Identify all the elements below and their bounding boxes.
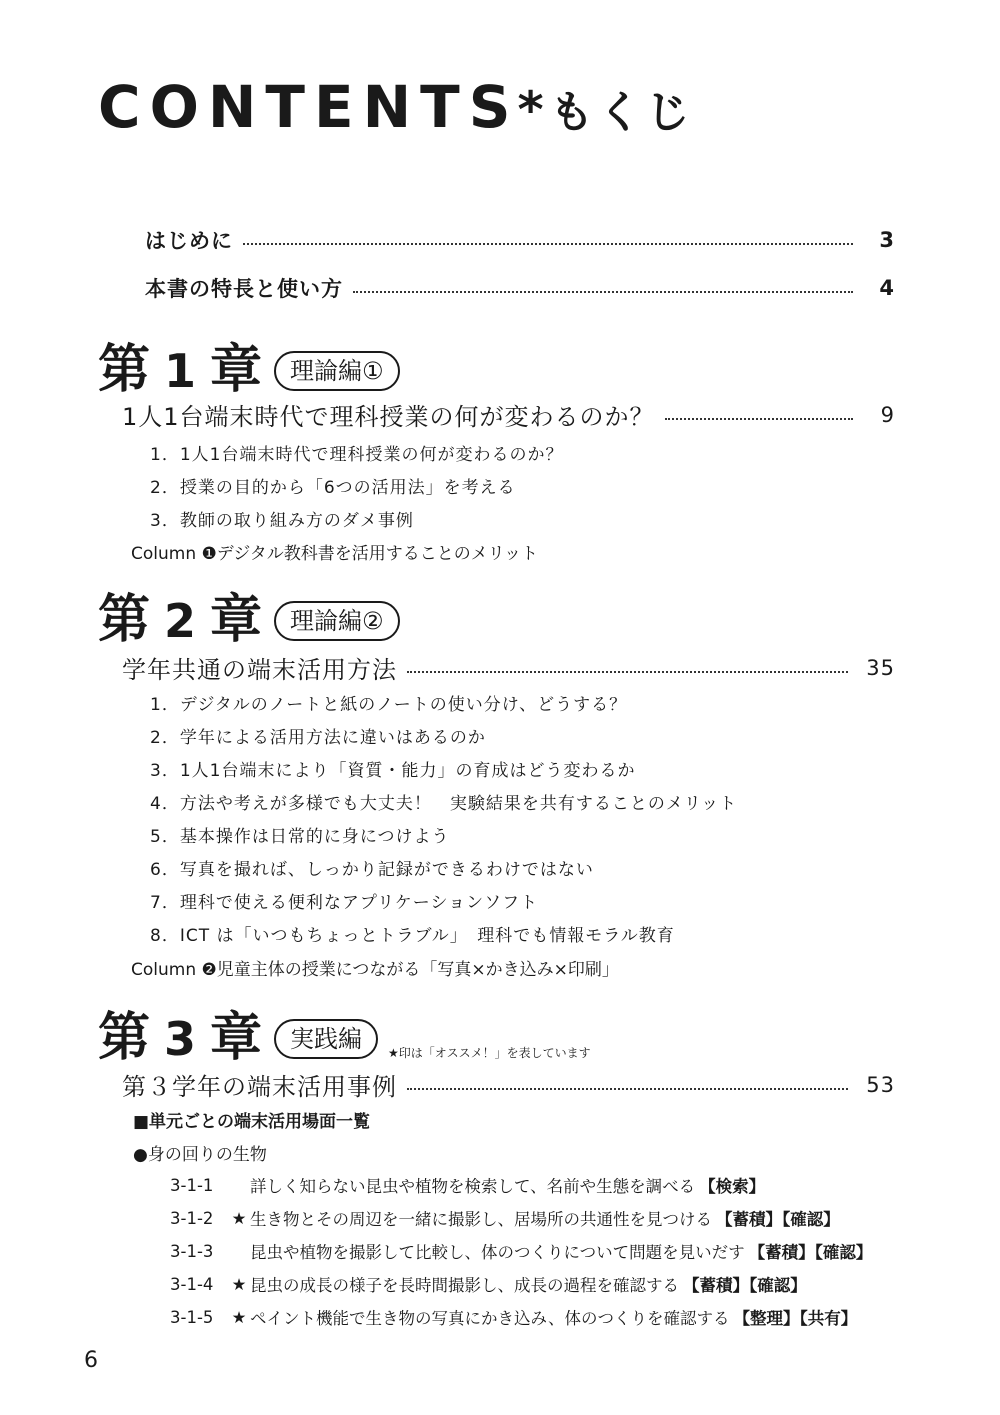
star-icon: ★ [231, 1274, 247, 1294]
chapter-2-heading [98, 590, 400, 651]
page-title [98, 72, 694, 148]
toc-subitem[interactable]: 3．1人1台端末により「資質・能力」の育成はどう変わるか [150, 761, 636, 781]
case-entry[interactable] [170, 1305, 857, 1329]
star-icon: ★ [231, 1307, 247, 1327]
unit-heading: ●身の回りの生物 [133, 1145, 267, 1165]
case-code: 3-1-2 [170, 1208, 214, 1228]
case-entry[interactable] [170, 1173, 765, 1197]
toc-subitem[interactable]: 2．学年による活用方法に違いはあるのか [150, 728, 486, 748]
toc-entry-features[interactable] [145, 273, 895, 303]
chapter-1-heading [98, 340, 400, 401]
case-entry[interactable] [170, 1206, 840, 1230]
chapter-badge: 実践編 [274, 1019, 378, 1059]
toc-subitem[interactable]: 1．1人1台端末時代で理科授業の何が変わるのか？ [150, 445, 564, 465]
case-code: 3-1-3 [170, 1241, 214, 1261]
toc-entry-intro[interactable] [145, 225, 895, 255]
toc-subitem[interactable]: 7．理科で使える便利なアプリケーションソフト [150, 893, 539, 913]
toc-subitem[interactable]: 3．教師の取り組み方のダメ事例 [150, 511, 414, 531]
toc-page-number: 9 [880, 402, 895, 427]
toc-entry-chapter-2[interactable] [122, 650, 895, 685]
chapter-label: 第 2 章 [98, 589, 265, 650]
case-text: 生き物とその周辺を一緒に撮影し、居場所の共通性を見つける [250, 1210, 712, 1229]
case-entry[interactable] [170, 1272, 807, 1296]
toc-entry-chapter-1[interactable] [122, 397, 895, 432]
case-entry[interactable] [170, 1239, 872, 1263]
chapter-3-heading [98, 1008, 591, 1069]
case-code: 3-1-4 [170, 1274, 214, 1294]
leader-dots [407, 1088, 848, 1090]
leader-dots [665, 418, 853, 420]
toc-subitem[interactable]: 8．ICT は「いつもちょっとトラブル」 理科でも情報モラル教育 [150, 926, 675, 946]
toc-subitem[interactable]: 6．写真を撮れば、しっかり記録ができるわけではない [150, 860, 594, 880]
leader-dots [353, 291, 853, 293]
toc-entry-label: 本書の特長と使い方 [145, 277, 343, 301]
case-code: 3-1-1 [170, 1175, 214, 1195]
title-subtitle: もくじ [549, 87, 694, 138]
star-icon: ★ [231, 1208, 247, 1228]
toc-entry-chapter-3[interactable] [122, 1067, 895, 1102]
leader-dots [407, 671, 848, 673]
case-tags: 【整理】【共有】 [733, 1309, 858, 1328]
case-text: ペイント機能で生き物の写真にかき込み、体のつくりを確認する [250, 1309, 730, 1328]
recommend-note: ★印は「オススメ！」を表しています [388, 1046, 591, 1060]
case-text: 詳しく知らない昆虫や植物を検索して、名前や生態を調べる [250, 1177, 696, 1196]
chapter-title: 学年共通の端末活用方法 [122, 656, 397, 684]
page-number: 6 [84, 1348, 98, 1373]
case-tags: 【蓄積】【確認】 [748, 1243, 873, 1262]
title-text: CONTENTS [98, 73, 520, 141]
toc-subitem[interactable]: 1．デジタルのノートと紙のノートの使い分け、どうする？ [150, 695, 628, 715]
chapter-title: 1人1台端末時代で理科授業の何が変わるのか？ [122, 403, 655, 431]
case-tags: 【検索】 [699, 1177, 766, 1196]
toc-subitem[interactable]: 4．方法や考えが多様でも大丈夫！ 実験結果を共有することのメリット [150, 794, 738, 814]
toc-column-entry[interactable]: Column ❷児童主体の授業につながる「写真×かき込み×印刷」 [131, 960, 619, 980]
toc-page-number: 4 [879, 276, 895, 300]
toc-column-entry[interactable]: Column ❶デジタル教科書を活用することのメリット [131, 544, 539, 564]
case-code: 3-1-5 [170, 1307, 214, 1327]
toc-subitem[interactable]: 2．授業の目的から「6つの活用法」を考える [150, 478, 516, 498]
chapter-label: 第 1 章 [98, 339, 265, 400]
chapter-badge: 理論編① [274, 351, 400, 391]
toc-page-number: 53 [866, 1072, 895, 1097]
case-text: 昆虫の成長の様子を長時間撮影し、成長の過程を確認する [250, 1276, 679, 1295]
section-heading: ■単元ごとの端末活用場面一覧 [133, 1112, 371, 1132]
toc-page-number: 3 [879, 228, 895, 252]
case-tags: 【蓄積】【確認】 [716, 1210, 840, 1229]
case-text: 昆虫や植物を撮影して比較し、体のつくりについて問題を見いだす [250, 1243, 745, 1262]
chapter-badge: 理論編② [274, 601, 400, 641]
toc-subitem[interactable]: 5．基本操作は日常的に身につけよう [150, 827, 450, 847]
chapter-label: 第 3 章 [98, 1007, 265, 1068]
chapter-title: 第３学年の端末活用事例 [122, 1073, 397, 1101]
toc-page-number: 35 [866, 655, 895, 680]
leader-dots [243, 243, 853, 245]
case-tags: 【蓄積】【確認】 [683, 1276, 807, 1295]
toc-entry-label: はじめに [145, 229, 233, 253]
asterisk-icon: * [517, 81, 544, 139]
